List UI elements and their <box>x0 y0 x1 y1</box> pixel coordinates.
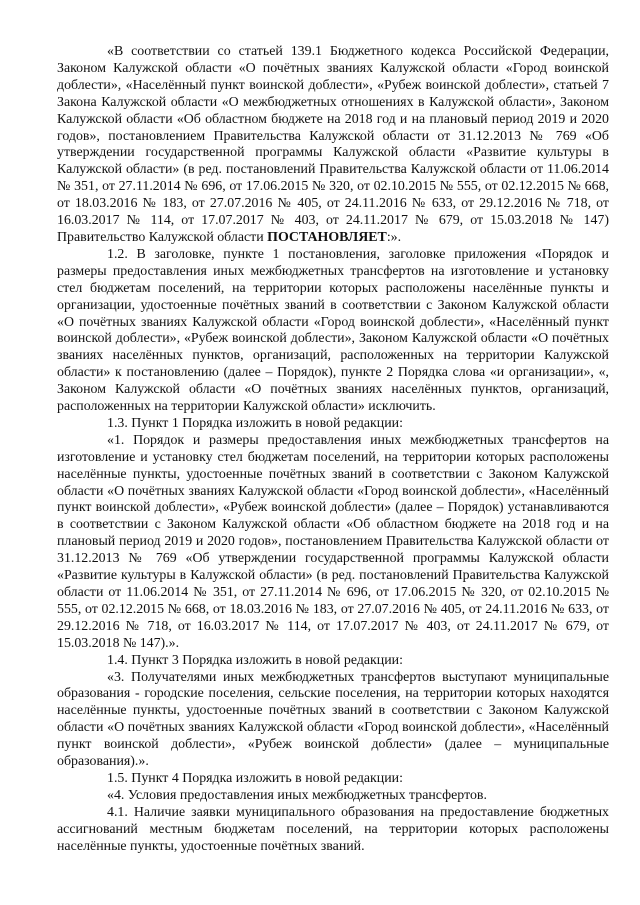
paragraph-point-1: «1. Порядок и размеры предоставления иных межбюджетных трансфертов на изготовление и установку стел бюджетам поселений, на территории которых расположены населённые пункты, удостоенные почётных званий в соответствии с Законом Калужской области «О почётных званиях Калужской области «Город воинской доблести», «Населённый пункт воинской доблести», «Рубеж воинской доблести» (далее – Порядок) устанавливаются в соответствии с Законом Калужской области «Об областном бюджете на 2018 год и на плановый период 2019 и 2020 годов», постановлением Правительства Калужской области от 31.12.2013 № 769 «Об утверждении государственной программы Калужской области «Развитие культуры в Калужской области» (в ред. постановлений Правительства Калужской области от 11.06.2014 № 351, от 27.11.2014 № 696, от 17.06.2015 № 320, от 02.10.2015 № 555, от 02.12.2015 № 668, от 18.03.2016 № 183, от 27.07.2016 № 405, от 24.11.2016 № 633, от 29.12.2016 № 718, от 16.03.2017 № 114, от 17.07.2017 № 403, от 24.11.2017 № 679, от 15.03.2018 № 147).». <box>57 432 609 651</box>
paragraph-1-4: 1.4. Пункт 3 Порядка изложить в новой редакции: <box>107 652 403 668</box>
paragraph-1-2: 1.2. В заголовке, пункте 1 постановления, заголовке приложения «Порядок и размеры предоставления иных межбюджетных трансфертов на изготовление и установку стел бюджетам поселений, на территории которых расположены населённые пункты и организации, удостоенные почётных званий в соответствии с Законом Калужской области «О почётных званиях Калужской области «Город воинской доблести», «Населённый пункт воинской доблести», «Рубеж воинской доблести», Законом Калужской области «О почётных званиях населённых пунктов, организаций, расположенных на территории Калужской области» к постановлению (далее – Порядок), пункте 2 Порядка слова «и организации», «, Законом Калужской области «О почётных званиях населённых пунктов, организаций, расположенных на территории Калужской области» исключить. <box>57 246 609 415</box>
preamble-text: «В соответствии со статьей 139.1 Бюджетного кодекса Российской Федерации, Законом Калужской области «О почётных званиях Калужской области «Город воинской доблести», «Населённый пункт воинской доблести», «Рубеж воинской доблести», статьей 7 Закона Калужской области «О межбюджетных отношениях в Калужской области», Законом Калужской области «Об областном бюджете на 2018 год и на плановый период 2019 и 2020 годов», постановлением Правительства Калужской области от 31.12.2013 № 769 «Об утверждении государственной программы Калужской области «Развитие культуры в Калужской области» (в ред. постановлений Правительства Калужской области от 11.06.2014 № 351, от 27.11.2014 № 696, от 17.06.2015 № 320, от 02.10.2015 № 555, от 02.12.2015 № 668, от 18.03.2016 № 183, от 27.07.2016 № 405, от 24.11.2016 № 633, от 29.12.2016 № 718, от 16.03.2017 № 114, от 17.07.2017 № 403, от 24.11.2017 № 679, от 15.03.2018 № 147) Правительство Калужской области <box>57 44 609 245</box>
document-page <box>57 44 609 856</box>
paragraph-1-5: 1.5. Пункт 4 Порядка изложить в новой редакции: <box>107 770 403 786</box>
preamble-bold-word: ПОСТАНОВЛЯЕТ <box>267 229 387 245</box>
paragraph-point-4: «4. Условия предоставления иных межбюджетных трансфертов. <box>107 787 487 803</box>
preamble-tail: :». <box>386 229 402 245</box>
paragraph-1-3: 1.3. Пункт 1 Порядка изложить в новой редакции: <box>107 415 403 431</box>
paragraph-point-4-1: 4.1. Наличие заявки муниципального образования на предоставление бюджетных ассигнований местным бюджетам поселений, на территории которых расположены населённые пункты, удостоенные почётных званий. <box>57 804 609 854</box>
paragraph-point-3: «3. Получателями иных межбюджетных трансфертов выступают муниципальные образования - городские поселения, сельские поселения, на территории которых находятся населённые пункты, удостоенные почётных званий в соответствии с Законом Калужской области «О почётных званиях Калужской области «Город воинской доблести», «Населённый пункт воинской доблести», «Рубеж воинской доблести» (далее – муниципальные образования).». <box>57 669 609 770</box>
paragraph-preamble <box>57 44 609 247</box>
